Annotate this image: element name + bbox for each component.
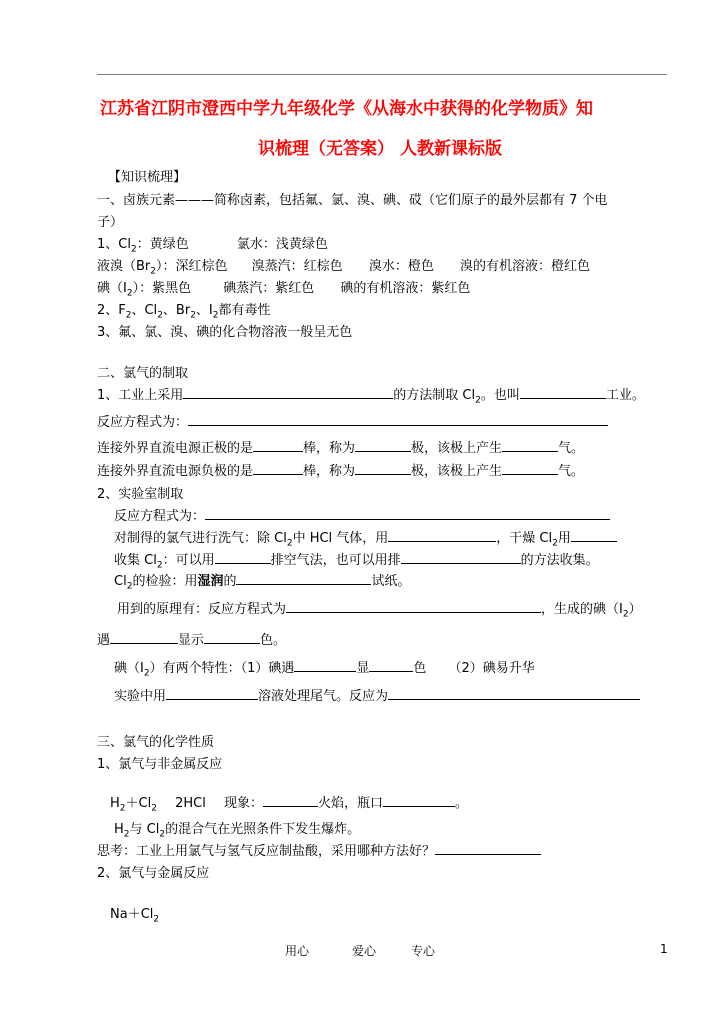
s2-line-11: 遇 显示 色。 [97, 633, 287, 648]
s3-line-1: 1、氯气与非金属反应 [97, 757, 223, 772]
blank[interactable] [502, 462, 558, 475]
s2-line-13: 实验中用 溶液处理尾气。反应为 [114, 685, 640, 704]
blank[interactable] [571, 529, 617, 542]
blank[interactable] [215, 551, 271, 564]
s1-heading-cont: 子） [97, 215, 124, 230]
s2-line-4: 连接外界直流电源负极的是 棒，称为 极，该极上产生 气。 [97, 464, 585, 479]
blank[interactable] [236, 572, 371, 585]
s3-line-3: $H_2$与 $Cl_2$的混合气在光照条件下发生爆炸。 [114, 822, 361, 840]
blank[interactable] [369, 659, 413, 672]
s3-heading: 三、氯气的化学性质 [97, 735, 215, 750]
blank[interactable] [166, 687, 258, 700]
s2-line-9: $Cl_2$的检验：用湿润的 试纸。 [114, 574, 411, 592]
blank[interactable] [294, 659, 356, 672]
s3-line-2: $H_2+Cl_2$ 2HCl 现象： 火焰，瓶口 。 [110, 796, 469, 814]
s2-line-6: 反应方程式为： [114, 505, 610, 524]
blank[interactable] [188, 413, 608, 426]
s2-line-2: 反应方程式为： [97, 411, 608, 430]
s2-line-12: 碘$(I_2)$有两个特性：（1）碘遇 显 色 （2）碘易升华 [114, 661, 535, 679]
s2-line-1: 1、工业上采用 的方法制取 $Cl_2$。也叫 工业。 [97, 388, 645, 406]
s1-line-3: 碘$(I_2)$：紫黑色 碘蒸汽：紫红色 碘的有机溶液：紫红色 [97, 281, 471, 299]
blank[interactable] [205, 507, 610, 520]
blank[interactable] [286, 600, 541, 613]
s1-line-5: 3、氟、氯、溴、碘的化合物溶液一般呈无色 [97, 325, 353, 340]
blank[interactable] [204, 631, 260, 644]
blank[interactable] [253, 439, 303, 452]
blank[interactable] [520, 386, 606, 399]
footer-text-1: 用心 [285, 944, 310, 958]
blank[interactable] [388, 529, 496, 542]
blank[interactable] [263, 794, 318, 807]
blank[interactable] [355, 462, 411, 475]
footer-text-2: 爱心 [352, 944, 377, 958]
blank[interactable] [401, 551, 521, 564]
page-number: 1 [660, 942, 668, 956]
header-rule [97, 74, 667, 75]
blank[interactable] [253, 462, 303, 475]
blank[interactable] [502, 439, 558, 452]
blank[interactable] [355, 439, 411, 452]
s3-line-4: 思考：工业上用氯气与氢气反应制盐酸，采用哪种方法好？ [97, 840, 541, 859]
section-header: 【知识梳理】 [108, 170, 187, 185]
s2-line-10: 用到的原理有：反应方程式为 ，生成的碘$(I_2)$ [117, 602, 642, 620]
footer-text-3: 专心 [411, 944, 436, 958]
s2-line-3: 连接外界直流电源正极的是 棒，称为 极，该极上产生 气。 [97, 441, 585, 456]
blank[interactable] [435, 842, 541, 855]
document-title-line-1: 江苏省江阴市澄西中学九年级化学《从海水中获得的化学物质》知 [100, 99, 593, 119]
document-title-line-2: 识梳理（无答案） 人教新课标版 [258, 139, 502, 159]
s1-heading: 一、卤族元素———简称卤素，包括氟、氯、溴、碘、砹（它们原子的最外层都有 7 个电 [97, 193, 608, 208]
s3-line-5: 2、氯气与金属反应 [97, 866, 210, 881]
s2-line-8: 收集 $Cl_2$：可以用 排空气法，也可以用排 的方法收集。 [114, 553, 599, 571]
s3-line-6: $Na+Cl_2$ [110, 907, 160, 925]
s1-line-1: 1、$Cl_2$：黄绿色 氯水：浅黄绿色 [97, 237, 328, 255]
s1-line-4: 2、$F_2$、$Cl_2$、$Br_2$、$I_2$都有毒性 [97, 303, 271, 321]
s2-line-7: 对制得的氯气进行洗气：除 $Cl_2$中 HCl 气体，用 ，干燥 $Cl_2$用 [114, 527, 617, 549]
blank[interactable] [110, 631, 178, 644]
blank[interactable] [388, 687, 640, 700]
s1-line-2: 液溴$(Br_2)$：深红棕色 溴蒸汽：红棕色 溴水：橙色 溴的有机溶液：橙红色 [97, 259, 590, 277]
blank[interactable] [383, 794, 455, 807]
s2-heading: 二、氯气的制取 [97, 366, 189, 381]
s2-line-5: 2、实验室制取 [97, 487, 184, 502]
blank[interactable] [183, 386, 393, 399]
